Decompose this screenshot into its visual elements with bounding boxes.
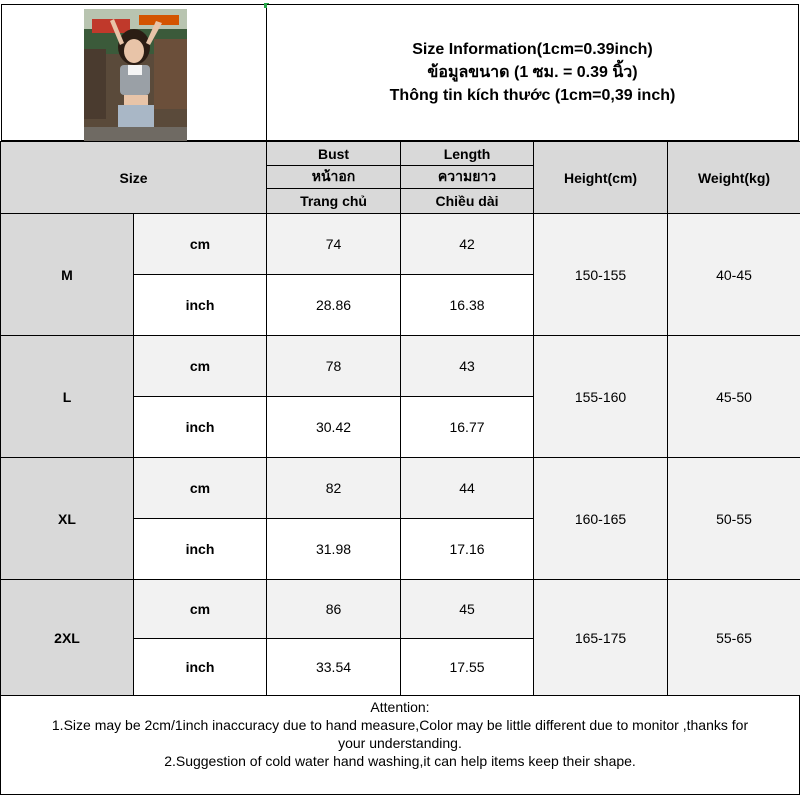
size-info-thai: ข้อมูลขนาด (1 ซม. = 0.39 นิ้ว) [427, 64, 638, 81]
bust-header-th: หน้าอก [267, 166, 401, 189]
length-header-en: Length [401, 142, 534, 166]
length-inch-value: 16.38 [401, 275, 534, 336]
size-info-english: Size Information(1cm=0.39inch) [412, 41, 653, 58]
bust-inch-value: 31.98 [267, 519, 401, 580]
unit-cm: cm [134, 580, 267, 639]
bust-cm-value: 82 [267, 458, 401, 519]
unit-cm: cm [134, 214, 267, 275]
unit-inch: inch [134, 275, 267, 336]
size-name: L [1, 336, 134, 458]
attention-note-2: 2.Suggestion of cold water hand washing,it can help items keep their shape. [164, 753, 636, 769]
weight-range: 45-50 [668, 336, 800, 458]
length-inch-value: 17.16 [401, 519, 534, 580]
weight-header: Weight(kg) [668, 142, 800, 214]
unit-inch: inch [134, 519, 267, 580]
length-cm-value: 43 [401, 336, 534, 397]
height-header: Height(cm) [534, 142, 668, 214]
attention-title: Attention: [370, 699, 430, 715]
height-range: 160-165 [534, 458, 668, 580]
size-table [0, 141, 800, 696]
weight-range: 50-55 [668, 458, 800, 580]
height-range: 165-175 [534, 580, 668, 696]
unit-cm: cm [134, 458, 267, 519]
bust-inch-value: 33.54 [267, 639, 401, 696]
bust-header-en: Bust [267, 142, 401, 166]
length-header-vi: Chiều dài [401, 189, 534, 214]
length-inch-value: 16.77 [401, 397, 534, 458]
bust-cm-value: 78 [267, 336, 401, 397]
weight-range: 55-65 [668, 580, 800, 696]
attention-note-1: 1.Size may be 2cm/1inch inaccuracy due to hand measure,Color may be little different due to monitor ,thanks for your understanding. [51, 717, 749, 751]
size-name: M [1, 214, 134, 336]
size-info-vietnamese: Thông tin kích thước (1cm=0,39 inch) [389, 87, 676, 104]
unit-cm: cm [134, 336, 267, 397]
length-inch-value: 17.55 [401, 639, 534, 696]
size-column-header: Size [1, 142, 267, 214]
length-header-th: ความยาว [401, 166, 534, 189]
weight-range: 40-45 [668, 214, 800, 336]
bust-header-vi: Trang chủ [267, 189, 401, 214]
unit-inch: inch [134, 639, 267, 696]
size-name: XL [1, 458, 134, 580]
length-cm-value: 45 [401, 580, 534, 639]
length-cm-value: 44 [401, 458, 534, 519]
bust-cm-value: 86 [267, 580, 401, 639]
product-photo [84, 9, 187, 141]
size-name: 2XL [1, 580, 134, 696]
height-range: 150-155 [534, 214, 668, 336]
size-info-header [267, 4, 799, 141]
bust-cm-value: 74 [267, 214, 401, 275]
bust-inch-value: 30.42 [267, 397, 401, 458]
length-cm-value: 42 [401, 214, 534, 275]
product-photo-cell [1, 4, 267, 141]
attention-notes [0, 695, 800, 795]
height-range: 155-160 [534, 336, 668, 458]
unit-inch: inch [134, 397, 267, 458]
bust-inch-value: 28.86 [267, 275, 401, 336]
